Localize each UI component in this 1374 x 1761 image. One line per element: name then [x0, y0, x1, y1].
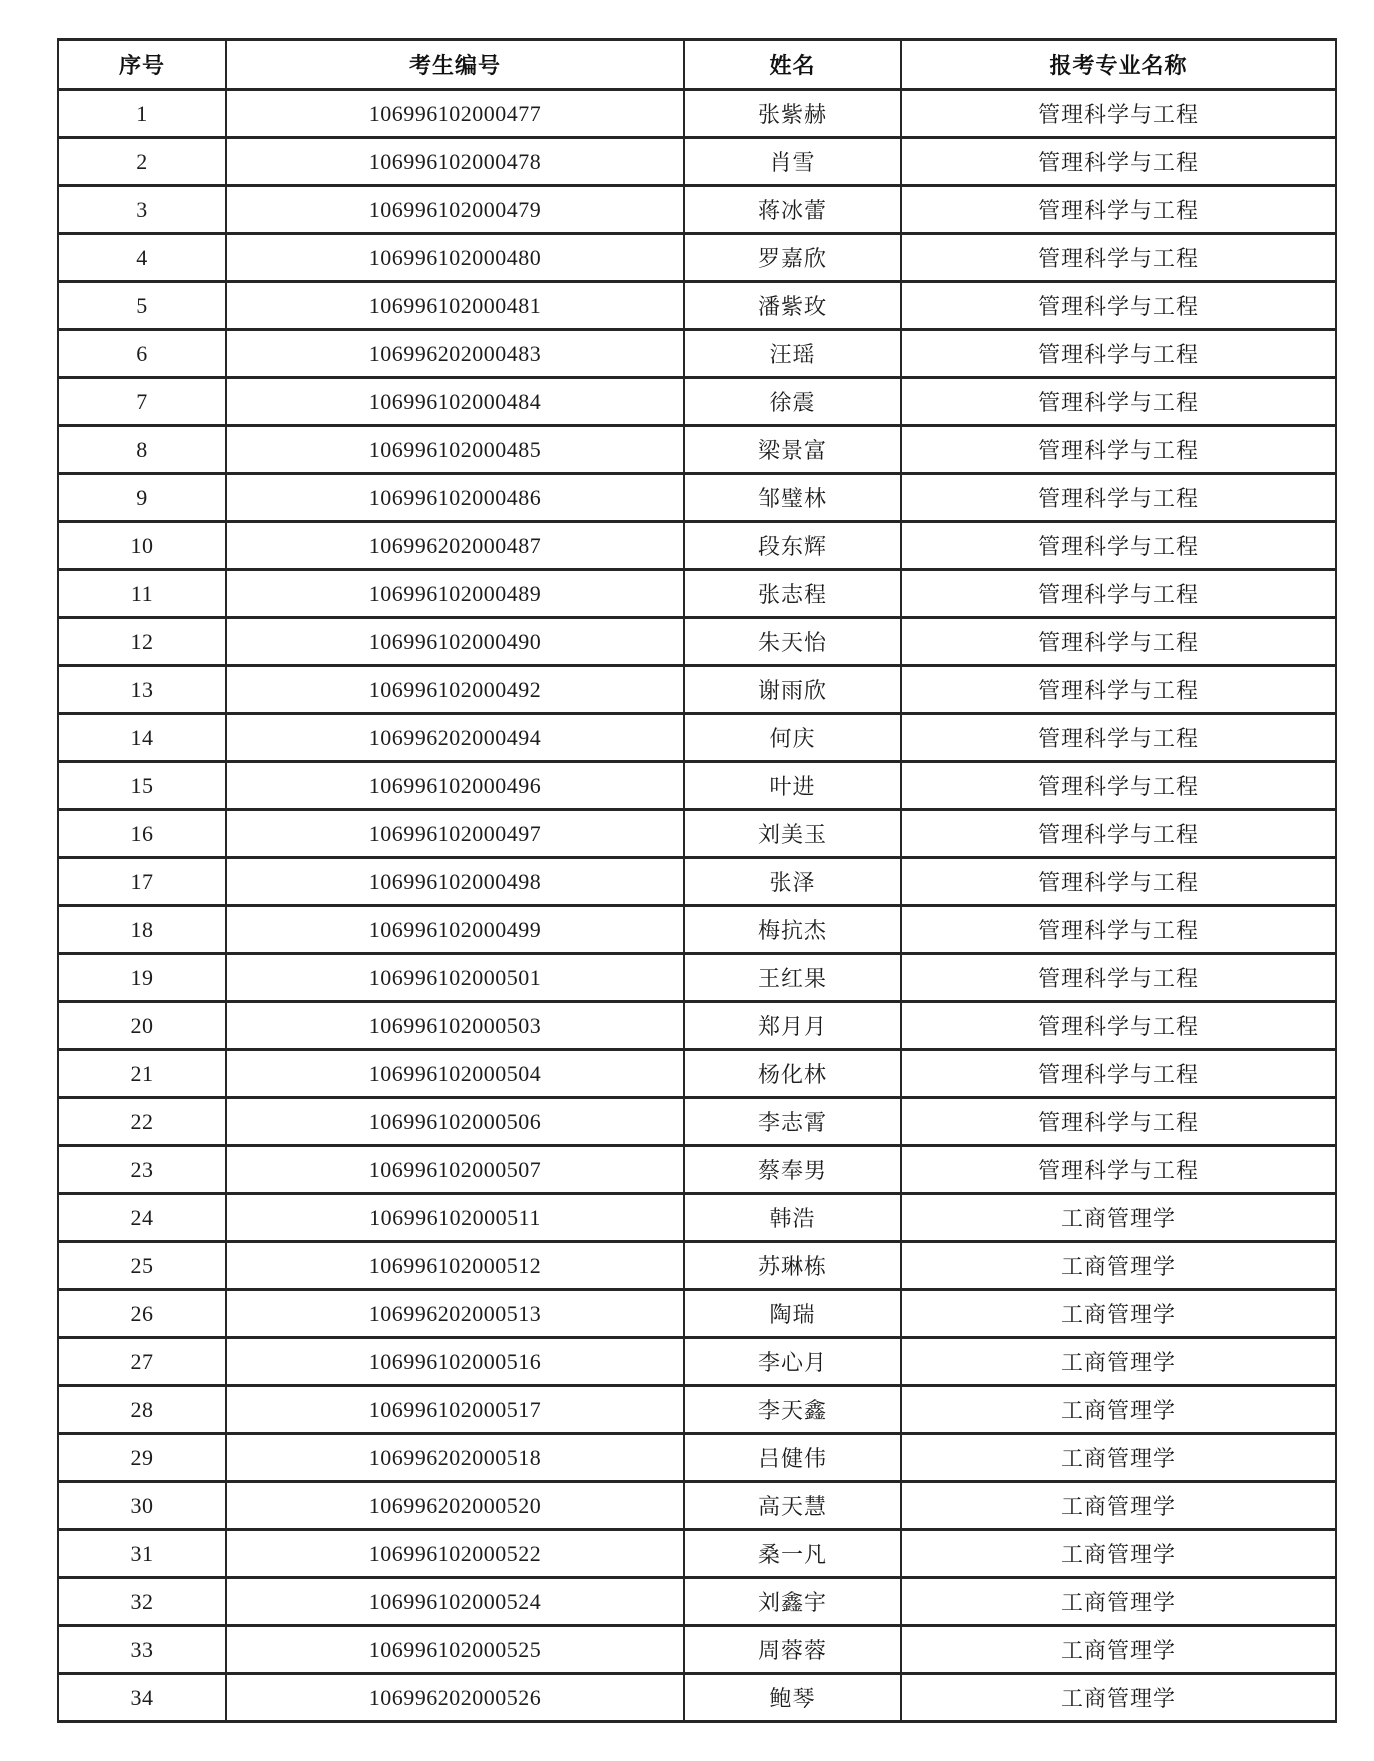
cell-candidate-id: 106996102000516	[226, 1338, 684, 1386]
cell-candidate-id: 106996102000525	[226, 1626, 684, 1674]
cell-name: 谢雨欣	[684, 666, 901, 714]
cell-candidate-id: 106996102000522	[226, 1530, 684, 1578]
table-row	[58, 1002, 1336, 1050]
cell-index: 21	[58, 1050, 226, 1098]
table-header-row	[58, 40, 1336, 90]
cell-major: 管理科学与工程	[901, 282, 1336, 330]
cell-name: 韩浩	[684, 1194, 901, 1242]
table-row	[58, 810, 1336, 858]
cell-candidate-id: 106996102000498	[226, 858, 684, 906]
cell-name: 刘美玉	[684, 810, 901, 858]
cell-candidate-id: 106996202000520	[226, 1482, 684, 1530]
cell-name: 郑月月	[684, 1002, 901, 1050]
cell-name: 梁景富	[684, 426, 901, 474]
cell-major: 管理科学与工程	[901, 570, 1336, 618]
cell-major: 管理科学与工程	[901, 1098, 1336, 1146]
cell-candidate-id: 106996102000511	[226, 1194, 684, 1242]
cell-major: 管理科学与工程	[901, 474, 1336, 522]
cell-index: 34	[58, 1674, 226, 1722]
cell-name: 罗嘉欣	[684, 234, 901, 282]
cell-major: 管理科学与工程	[901, 618, 1336, 666]
cell-candidate-id: 106996102000512	[226, 1242, 684, 1290]
table-row	[58, 618, 1336, 666]
table-row	[58, 666, 1336, 714]
table-row	[58, 1242, 1336, 1290]
table-row	[58, 90, 1336, 138]
cell-candidate-id: 106996202000526	[226, 1674, 684, 1722]
table-row	[58, 1530, 1336, 1578]
cell-name: 李天鑫	[684, 1386, 901, 1434]
cell-index: 30	[58, 1482, 226, 1530]
cell-name: 吕健伟	[684, 1434, 901, 1482]
cell-major: 工商管理学	[901, 1434, 1336, 1482]
cell-candidate-id: 106996102000489	[226, 570, 684, 618]
cell-name: 高天慧	[684, 1482, 901, 1530]
cell-index: 9	[58, 474, 226, 522]
cell-index: 3	[58, 186, 226, 234]
table-row	[58, 1482, 1336, 1530]
cell-name: 刘鑫宇	[684, 1578, 901, 1626]
cell-index: 14	[58, 714, 226, 762]
table-row	[58, 330, 1336, 378]
cell-name: 张紫赫	[684, 90, 901, 138]
table-row	[58, 1098, 1336, 1146]
table-row	[58, 378, 1336, 426]
cell-name: 何庆	[684, 714, 901, 762]
cell-name: 陶瑞	[684, 1290, 901, 1338]
cell-index: 11	[58, 570, 226, 618]
cell-candidate-id: 106996102000484	[226, 378, 684, 426]
cell-name: 张志程	[684, 570, 901, 618]
cell-index: 20	[58, 1002, 226, 1050]
cell-major: 管理科学与工程	[901, 666, 1336, 714]
cell-name: 苏琳栋	[684, 1242, 901, 1290]
cell-name: 邹璧林	[684, 474, 901, 522]
cell-index: 28	[58, 1386, 226, 1434]
cell-index: 22	[58, 1098, 226, 1146]
cell-index: 17	[58, 858, 226, 906]
cell-index: 5	[58, 282, 226, 330]
cell-index: 23	[58, 1146, 226, 1194]
cell-index: 1	[58, 90, 226, 138]
cell-index: 13	[58, 666, 226, 714]
table-row	[58, 714, 1336, 762]
table-row	[58, 1626, 1336, 1674]
table-row	[58, 282, 1336, 330]
table-row	[58, 762, 1336, 810]
cell-index: 19	[58, 954, 226, 1002]
table-row	[58, 1386, 1336, 1434]
cell-candidate-id: 106996102000501	[226, 954, 684, 1002]
cell-name: 王红果	[684, 954, 901, 1002]
roster-table	[57, 38, 1337, 1723]
cell-index: 33	[58, 1626, 226, 1674]
cell-name: 蔡奉男	[684, 1146, 901, 1194]
cell-major: 管理科学与工程	[901, 138, 1336, 186]
table-row	[58, 858, 1336, 906]
table-row	[58, 522, 1336, 570]
cell-name: 徐震	[684, 378, 901, 426]
cell-index: 2	[58, 138, 226, 186]
cell-major: 管理科学与工程	[901, 378, 1336, 426]
cell-candidate-id: 106996102000504	[226, 1050, 684, 1098]
cell-name: 肖雪	[684, 138, 901, 186]
cell-major: 工商管理学	[901, 1386, 1336, 1434]
cell-major: 工商管理学	[901, 1338, 1336, 1386]
cell-candidate-id: 106996102000517	[226, 1386, 684, 1434]
cell-index: 25	[58, 1242, 226, 1290]
cell-major: 管理科学与工程	[901, 234, 1336, 282]
table-row	[58, 954, 1336, 1002]
cell-index: 12	[58, 618, 226, 666]
cell-candidate-id: 106996102000507	[226, 1146, 684, 1194]
header-cell-candidate-id: 考生编号	[226, 40, 684, 90]
cell-candidate-id: 106996102000485	[226, 426, 684, 474]
cell-index: 6	[58, 330, 226, 378]
cell-major: 管理科学与工程	[901, 522, 1336, 570]
table-row	[58, 474, 1336, 522]
cell-index: 18	[58, 906, 226, 954]
cell-candidate-id: 106996102000480	[226, 234, 684, 282]
header-cell-name: 姓名	[684, 40, 901, 90]
cell-candidate-id: 106996202000483	[226, 330, 684, 378]
cell-name: 桑一凡	[684, 1530, 901, 1578]
cell-index: 15	[58, 762, 226, 810]
cell-candidate-id: 106996102000503	[226, 1002, 684, 1050]
table-row	[58, 1674, 1336, 1722]
cell-major: 工商管理学	[901, 1674, 1336, 1722]
cell-name: 潘紫玫	[684, 282, 901, 330]
table-row	[58, 234, 1336, 282]
cell-name: 杨化林	[684, 1050, 901, 1098]
table-row	[58, 186, 1336, 234]
table-row	[58, 426, 1336, 474]
header-cell-index: 序号	[58, 40, 226, 90]
cell-index: 4	[58, 234, 226, 282]
cell-candidate-id: 106996102000479	[226, 186, 684, 234]
table-row	[58, 1194, 1336, 1242]
cell-major: 工商管理学	[901, 1482, 1336, 1530]
cell-name: 段东辉	[684, 522, 901, 570]
cell-major: 管理科学与工程	[901, 1002, 1336, 1050]
cell-name: 张泽	[684, 858, 901, 906]
cell-name: 鲍琴	[684, 1674, 901, 1722]
cell-candidate-id: 106996102000497	[226, 810, 684, 858]
cell-index: 7	[58, 378, 226, 426]
cell-major: 管理科学与工程	[901, 330, 1336, 378]
cell-index: 32	[58, 1578, 226, 1626]
cell-major: 管理科学与工程	[901, 810, 1336, 858]
cell-major: 工商管理学	[901, 1290, 1336, 1338]
cell-name: 周蓉蓉	[684, 1626, 901, 1674]
cell-major: 管理科学与工程	[901, 426, 1336, 474]
cell-candidate-id: 106996102000477	[226, 90, 684, 138]
header-cell-major: 报考专业名称	[901, 40, 1336, 90]
table-row	[58, 1146, 1336, 1194]
cell-major: 管理科学与工程	[901, 954, 1336, 1002]
cell-candidate-id: 106996202000513	[226, 1290, 684, 1338]
cell-candidate-id: 106996202000494	[226, 714, 684, 762]
cell-major: 管理科学与工程	[901, 762, 1336, 810]
cell-major: 工商管理学	[901, 1626, 1336, 1674]
table-row	[58, 1050, 1336, 1098]
cell-name: 汪瑶	[684, 330, 901, 378]
cell-candidate-id: 106996102000492	[226, 666, 684, 714]
table-row	[58, 138, 1336, 186]
cell-candidate-id: 106996202000518	[226, 1434, 684, 1482]
cell-candidate-id: 106996102000481	[226, 282, 684, 330]
cell-index: 8	[58, 426, 226, 474]
table-row	[58, 1434, 1336, 1482]
table-body	[58, 90, 1336, 1722]
cell-major: 管理科学与工程	[901, 1050, 1336, 1098]
cell-name: 蒋冰蕾	[684, 186, 901, 234]
table-row	[58, 1338, 1336, 1386]
cell-candidate-id: 106996102000478	[226, 138, 684, 186]
cell-index: 16	[58, 810, 226, 858]
cell-major: 工商管理学	[901, 1530, 1336, 1578]
cell-name: 李志霄	[684, 1098, 901, 1146]
cell-major: 管理科学与工程	[901, 90, 1336, 138]
cell-index: 24	[58, 1194, 226, 1242]
cell-name: 朱天怡	[684, 618, 901, 666]
cell-major: 管理科学与工程	[901, 906, 1336, 954]
cell-index: 26	[58, 1290, 226, 1338]
cell-name: 梅抗杰	[684, 906, 901, 954]
cell-candidate-id: 106996202000487	[226, 522, 684, 570]
cell-candidate-id: 106996102000496	[226, 762, 684, 810]
cell-major: 管理科学与工程	[901, 858, 1336, 906]
cell-candidate-id: 106996102000490	[226, 618, 684, 666]
cell-name: 李心月	[684, 1338, 901, 1386]
cell-name: 叶进	[684, 762, 901, 810]
cell-candidate-id: 106996102000524	[226, 1578, 684, 1626]
cell-major: 工商管理学	[901, 1578, 1336, 1626]
cell-index: 10	[58, 522, 226, 570]
cell-index: 31	[58, 1530, 226, 1578]
cell-major: 管理科学与工程	[901, 714, 1336, 762]
table-row	[58, 1290, 1336, 1338]
cell-candidate-id: 106996102000506	[226, 1098, 684, 1146]
cell-major: 管理科学与工程	[901, 186, 1336, 234]
cell-major: 工商管理学	[901, 1242, 1336, 1290]
cell-candidate-id: 106996102000499	[226, 906, 684, 954]
table-row	[58, 1578, 1336, 1626]
table-row	[58, 570, 1336, 618]
cell-candidate-id: 106996102000486	[226, 474, 684, 522]
cell-index: 27	[58, 1338, 226, 1386]
cell-major: 工商管理学	[901, 1194, 1336, 1242]
table-row	[58, 906, 1336, 954]
cell-major: 管理科学与工程	[901, 1146, 1336, 1194]
cell-index: 29	[58, 1434, 226, 1482]
